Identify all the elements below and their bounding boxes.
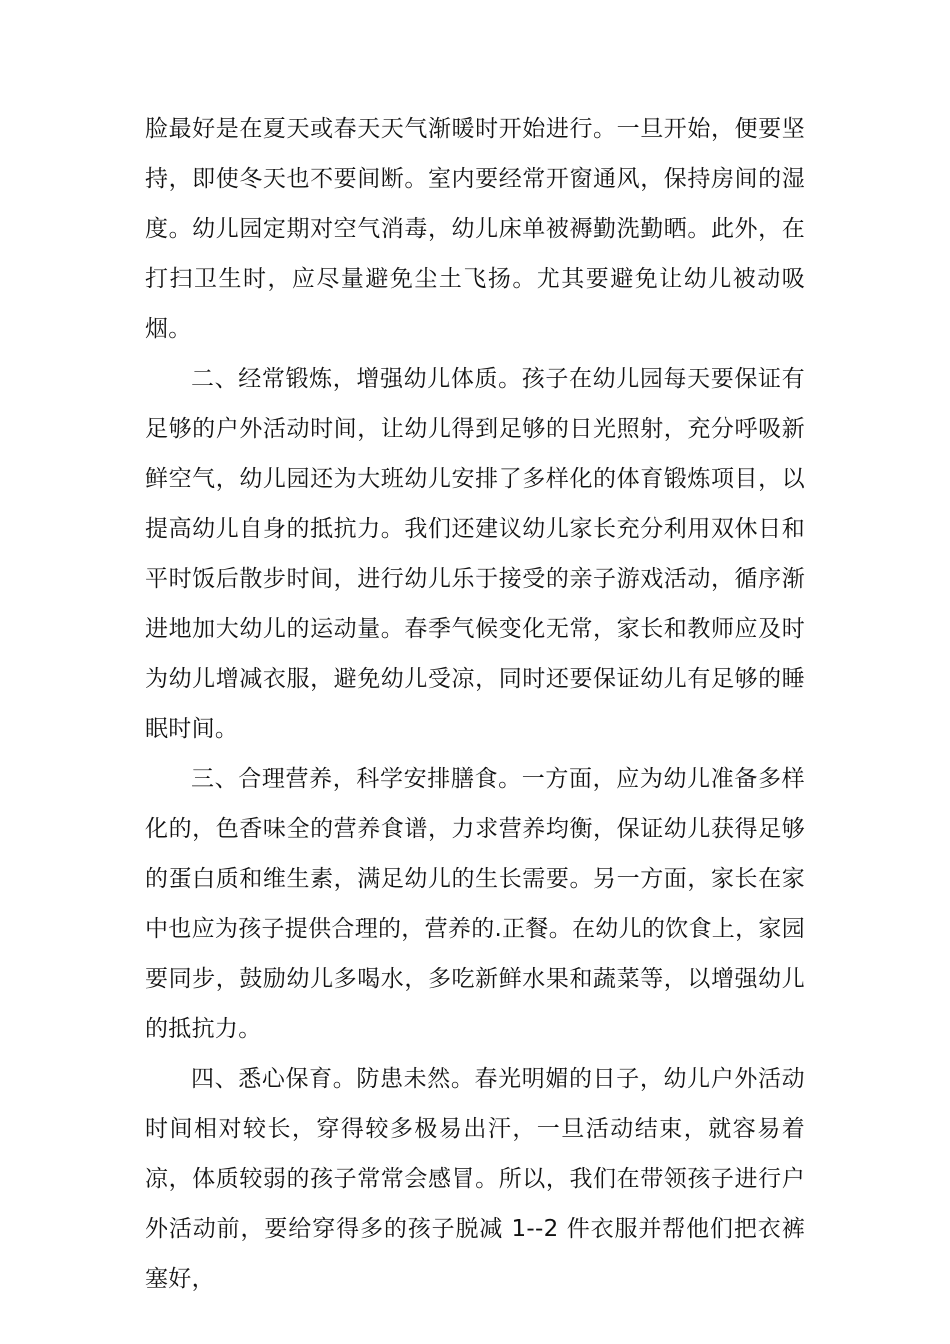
paragraph-continued: 脸最好是在夏天或春天天气渐暖时开始进行。一旦开始，便要坚持，即使冬天也不要间断。室内要经常开窗通风，保持房间的湿度。幼儿园定期对空气消毒，幼儿床单被褥勤洗勤晒。此外，在打扫卫生时，应尽量避免尘土飞扬。尤其要避免让幼儿被动吸烟。	[145, 116, 805, 342]
paragraph-care: 四、悉心保育。防患未然。春光明媚的日子，幼儿户外活动时间相对较长，穿得较多极易出汗，一旦活动结束，就容易着凉，体质较弱的孩子常常会感冒。所以，我们在带领孩子进行户外活动前，要给穿得多的孩子脱减 1--2 件衣服并帮他们把衣裤塞好，	[145, 1066, 805, 1292]
paragraph-exercise: 二、经常锻炼，增强幼儿体质。孩子在幼儿园每天要保证有足够的户外活动时间，让幼儿得到足够的日光照射，充分呼吸新鲜空气，幼儿园还为大班幼儿安排了多样化的体育锻炼项目，以提高幼儿自身的抵抗力。我们还建议幼儿家长充分利用双休日和平时饭后散步时间，进行幼儿乐于接受的亲子游戏活动，循序渐进地加大幼儿的运动量。春季气候变化无常，家长和教师应及时为幼儿增减衣服，避免幼儿受凉，同时还要保证幼儿有足够的睡眠时间。	[145, 366, 805, 742]
paragraph-nutrition: 三、合理营养，科学安排膳食。一方面，应为幼儿准备多样化的，色香味全的营养食谱，力求营养均衡，保证幼儿获得足够的蛋白质和维生素，满足幼儿的生长需要。另一方面，家长在家中也应为孩子提供合理的，营养的.正餐。在幼儿的饮食上，家园要同步，鼓励幼儿多喝水，多吃新鲜水果和蔬菜等，以增强幼儿的抵抗力。	[145, 766, 806, 1042]
document-body	[145, 104, 805, 1304]
